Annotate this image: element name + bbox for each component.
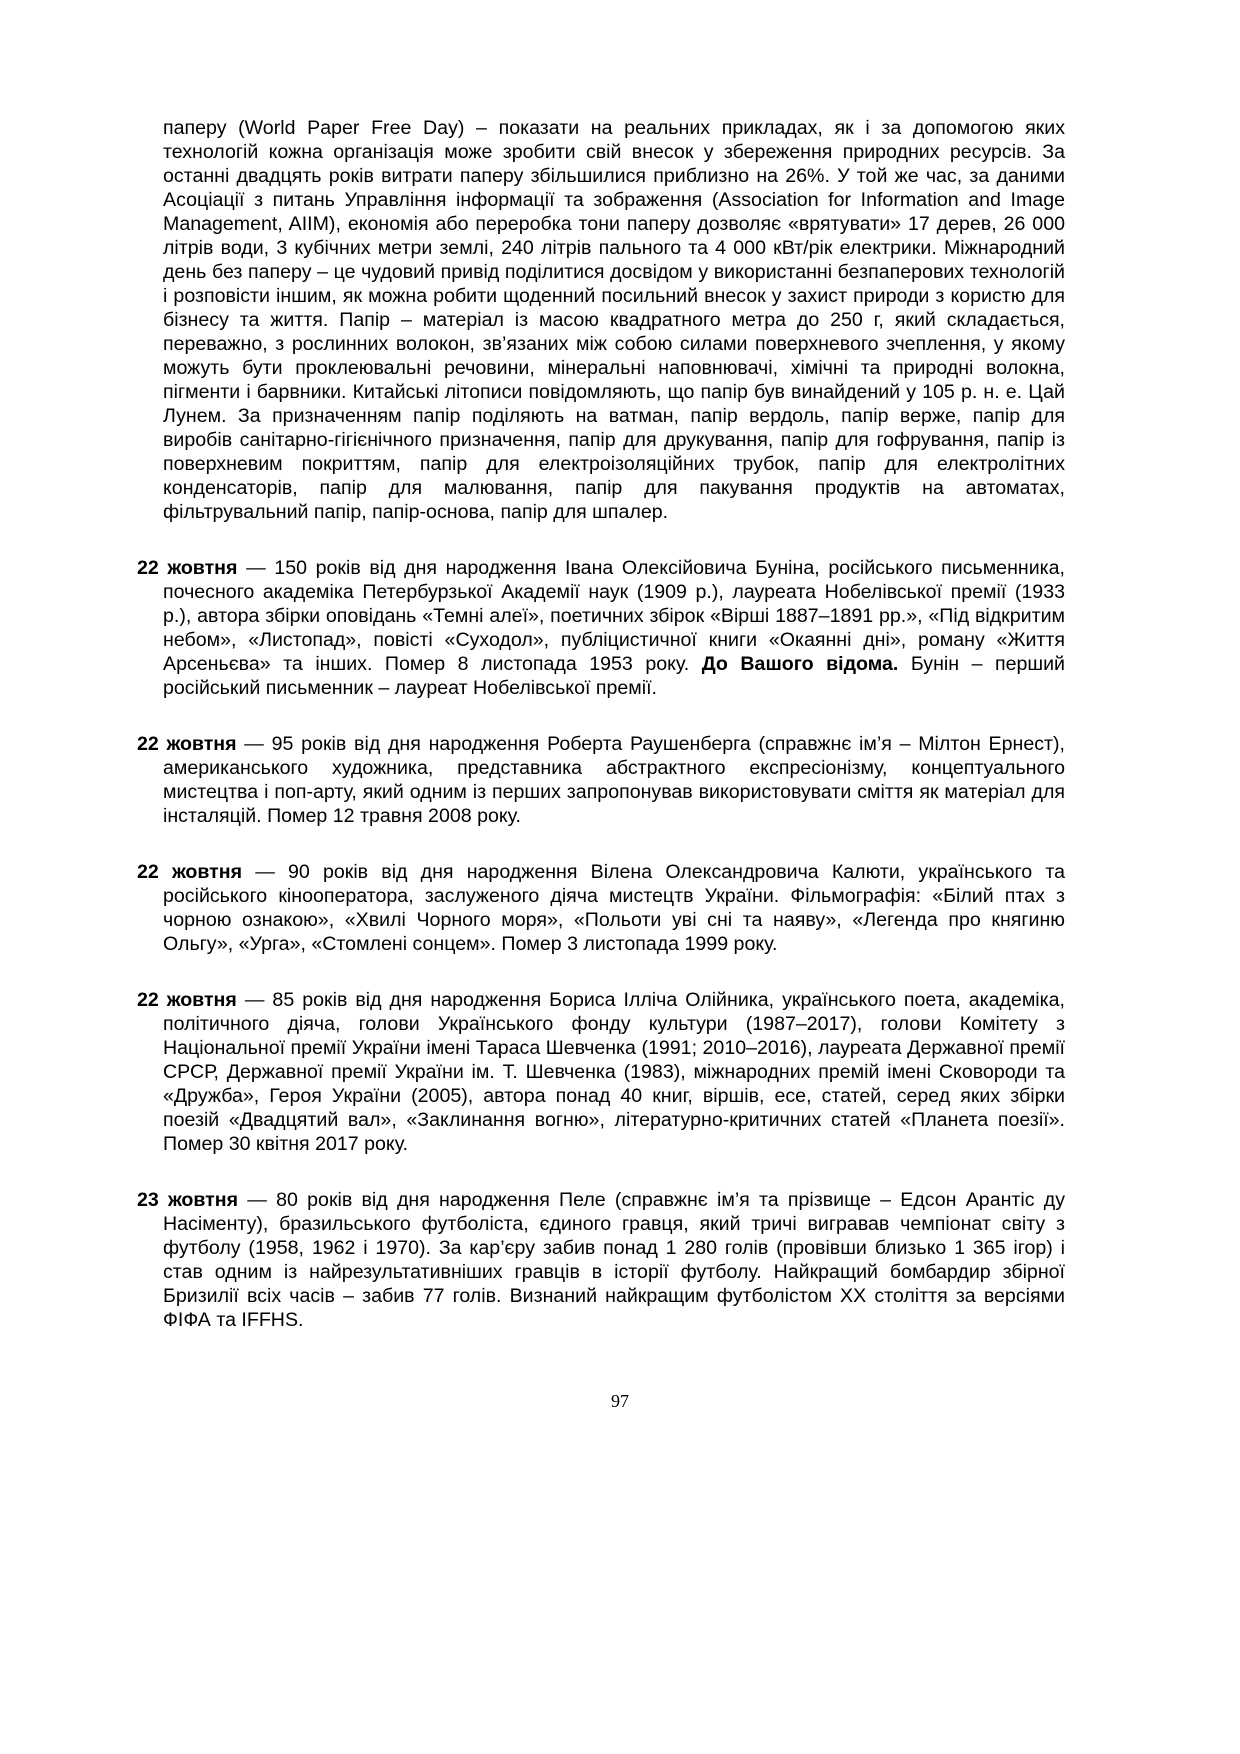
page-number: 97 [611, 1391, 629, 1411]
calendar-entry-rauschenberg [137, 732, 1065, 828]
entry-text: — 95 років від дня народження Роберта Раушенберга (справжнє ім’я – Мілтон Ернест), американського художника, представника абстрактного експресіонізму, концептуального мистецтва і поп-арту, який одним із перших запропонував використовувати сміття як матеріал для інсталяцій. Помер 12 травня 2008 року. [163, 733, 1065, 827]
calendar-entry-pele [137, 1188, 1065, 1332]
note-text: Бунін – перший російський письменник – лауреат Нобелівської премії. [163, 653, 1065, 699]
entry-text: — 80 років від дня народження Пеле (справжнє ім’я та прізвище – Едсон Арантіс ду Насіменту), бразильського футболіста, єдиного гравця, який тричі вигравав чемпіонат світу з футболу (1958, 1962 і 1970). За кар’єру забив понад 1 280 голів (провівши близько 1 365 ігор) і став одним із найрезультативніших гравців в історії футболу. Найкращий бомбардир збірної Бризилії всіх часів – забив 77 голів. Визнаний найкращим футболістом ХХ століття за версіями ФІФА та IFFHS. [163, 1189, 1066, 1331]
calendar-entry-bunin [137, 556, 1065, 700]
calendar-entry-oliinyk [137, 988, 1065, 1156]
note-label: До Вашого відома. [701, 653, 899, 675]
entry-date: 22 жовтня [137, 557, 238, 579]
page-content [137, 116, 1065, 1332]
entry-date: 23 жовтня [137, 1189, 239, 1211]
entry-date: 22 жовтня [137, 861, 243, 883]
calendar-entry-kaliuta [137, 860, 1065, 956]
entry-text: — 90 років від дня народження Вілена Олександровича Калюти, українського та російського кінооператора, заслуженого діяча мистецтв України. Фільмографія: «Білий птах з чорною ознакою», «Хвилі Чорного моря», «Польоти уві сні та наяву», «Легенда про княгиню Ольгу», «Урга», «Стомлені сонцем». Помер 3 листопада 1999 року. [163, 861, 1065, 955]
entry-date: 22 жовтня [137, 733, 237, 755]
intro-paragraph: паперу (World Paper Free Day) – показати на реальних прикладах, як і за допомогою яких технологій кожна організація може зробити свій внесок у збереження природних ресурсів. За останні двадцять років витрати паперу збільшилися приблизно на 26%. У той же час, за даними Асоціації з питань Управління інформації та зображення (Association for Information and Image Management, AIIM), економія або переробка тони паперу дозволяє «врятувати» 17 дерев, 26 000 літрів води, 3 кубічних метри землі, 240 літрів пального та 4 000 кВт/рік електрики. Міжнародний день без паперу – це чудовий привід поділитися досвідом у використанні безпаперових технологій і розповісти іншим, як можна робити щоденний посильний внесок у захист природи з користю для бізнесу та життя. Папір – матеріал із масою квадратного метра до 250 г, який складається, переважно, з рослинних волокон, зв’язаних між собою силами поверхневого зчеплення, у якому можуть бути проклеювальні речовини, мінеральні наповнювачі, хімічні та природні волокна, пігменти і барвники. Китайські літописи повідомляють, що папір був винайдений у 105 р. н. е. Цай Лунем. За призначенням папір поділяють на ватман, папір вердоль, папір верже, папір для виробів санітарно-гігієнічного призначення, папір для друкування, папір для гофрування, папір із поверхневим покриттям, папір для електроізоляційних трубок, папір для електролітних конденсаторів, папір для малювання, папір для пакування продуктів на автоматах, фільтрувальний папір, папір-основа, папір для шпалер. [163, 117, 1065, 523]
entry-text: — 85 років від дня народження Бориса Ілліча Олійника, українського поета, академіка, політичного діяча, голови Українського фонду культури (1987–2017), голови Комітету з Національної премії України імені Тараса Шевченка (1991; 2010–2016), лауреата Державної премії СРСР, Державної премії України ім. Т. Шевченка (1983), міжнародних премій імені Сковороди та «Дружба», Героя України (2005), автора понад 40 книг, віршів, есе, статей, серед яких збірки поезій «Двадцятий вал», «Заклинання вогню», літературно-критичних статей «Планета поезії». Помер 30 квітня 2017 року. [163, 989, 1065, 1155]
entry-date: 22 жовтня [137, 989, 237, 1011]
entry-text: — 150 років від дня народження Івана Олексійовича Буніна, російського письменника, почесного академіка Петербурзької Академії наук (1909 р.), лауреата Нобелівської премії (1933 р.), автора збірки оповідань «Темні алеї», поетичних збірок «Вірші 1887–1891 рр.», «Під відкритим небом», «Листопад», повісті «Суходол», публіцистичної книги «Окаянні дні», роману «Життя Арсеньєва» та інших. Помер 8 листопада 1953 року. [163, 557, 1065, 675]
